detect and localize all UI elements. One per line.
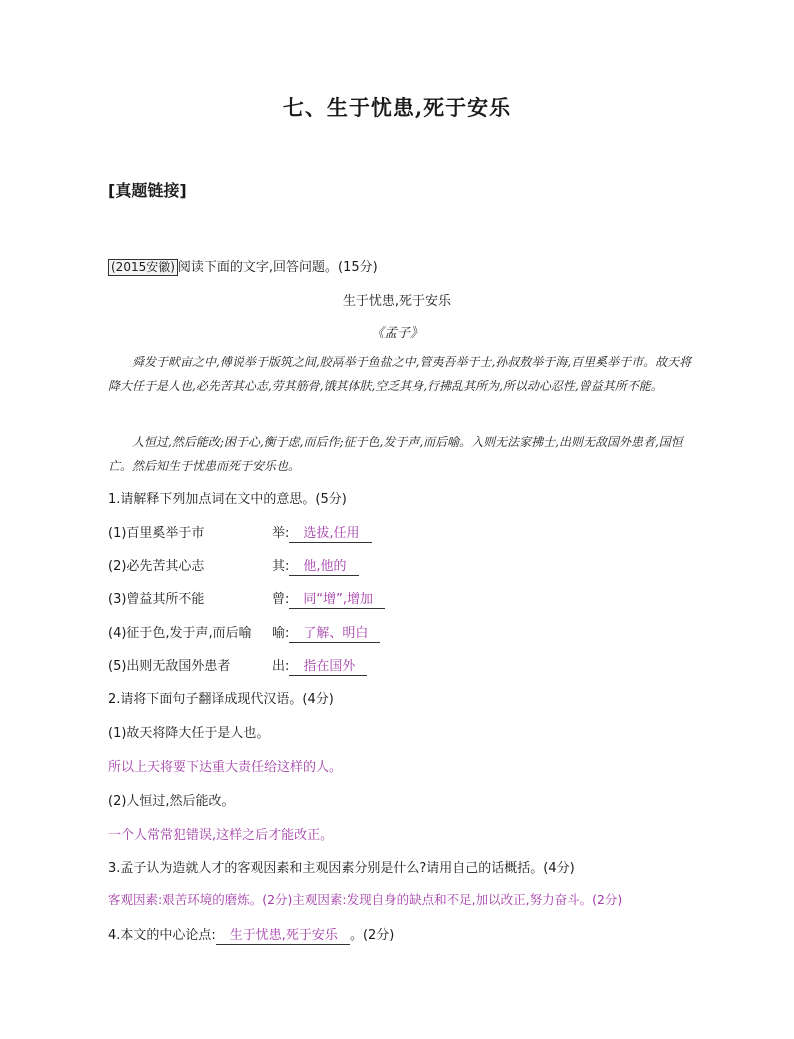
q4-prefix: 4.本文的中心论点:	[108, 928, 216, 943]
q2-sentence-1: (1)故天将降大任于是人也。	[108, 726, 270, 741]
q2-answer-2: 一个人常常犯错误,这样之后才能改正。	[108, 828, 334, 843]
q1-prompt: 1.请解释下列加点词在文中的意思。(5分)	[108, 492, 347, 507]
passage-author: 《孟子》	[370, 326, 423, 341]
q1-item-word: 出:	[272, 659, 290, 674]
q1-item-text: (5)出则无敌国外患者	[108, 659, 231, 674]
q1-item-answer: 指在国外	[289, 659, 367, 676]
passage-paragraph-2: 人恒过,然后能改;困于心,衡于虑,而后作;征于色,发于声,而后喻。入则无法家拂士,出则无敌国外患者,国恒亡。然后知生于忧患而死于安乐也。	[108, 435, 683, 473]
q1-item-text: (1)百里奚举于市	[108, 526, 205, 541]
q1-item-text: (2)必先苦其心志	[108, 559, 205, 574]
instruction-line	[108, 256, 378, 276]
page-title: 七、生于忧患,死于安乐	[282, 95, 512, 120]
q1-item-word: 喻:	[272, 626, 290, 641]
q1-item-answer: 他,他的	[289, 559, 358, 576]
q1-item	[108, 522, 372, 543]
q3-answer: 客观因素:艰苦环境的磨炼。(2分)主观因素:发现自身的缺点和不足,加以改正,努力奋斗。(2分)	[108, 892, 623, 907]
q3-prompt: 3.孟子认为造就人才的客观因素和主观因素分别是什么?请用自己的话概括。(4分)	[108, 861, 575, 876]
q1-item-word: 曾:	[272, 592, 290, 607]
q2-sentence-2: (2)人恒过,然后能改。	[108, 794, 235, 809]
q1-item-text: (4)征于色,发于声,而后喻	[108, 626, 252, 641]
q4-suffix: 。(2分)	[349, 928, 395, 943]
passage-title: 生于忧患,死于安乐	[342, 294, 452, 309]
q1-item-text: (3)曾益其所不能	[108, 592, 205, 607]
section-heading: [真题链接]	[108, 181, 187, 200]
q2-prompt: 2.请将下面句子翻译成现代汉语。(4分)	[108, 692, 334, 707]
q1-item-answer: 选拔,任用	[289, 526, 371, 543]
q1-item	[108, 622, 380, 643]
q1-item	[108, 588, 385, 609]
passage-paragraph-1: 舜发于畎亩之中,傅说举于版筑之间,胶鬲举于鱼盐之中,管夷吾举于士,孙叔敖举于海,百里奚举于市。故天将降大任于是人也,必先苦其心志,劳其筋骨,饿其体肤,空乏其身,行拂乱其所为,所以动心忍性,曾益其所不能。	[108, 355, 692, 393]
q2-answer-1: 所以上天将要下达重大责任给这样的人。	[108, 760, 343, 775]
q4-answer: 生于忧患,死于安乐	[216, 928, 350, 945]
q1-item-answer: 同“增”,增加	[289, 592, 385, 609]
source-tag: (2015安徽)	[108, 259, 178, 276]
q1-item-word: 其:	[272, 559, 290, 574]
q1-item-word: 举:	[272, 526, 290, 541]
q1-item	[108, 555, 359, 576]
q1-item-answer: 了解、明白	[289, 626, 380, 643]
q1-item	[108, 655, 367, 676]
q4-line	[108, 924, 394, 945]
instruction-text: 阅读下面的文字,回答问题。(15分)	[177, 260, 378, 275]
